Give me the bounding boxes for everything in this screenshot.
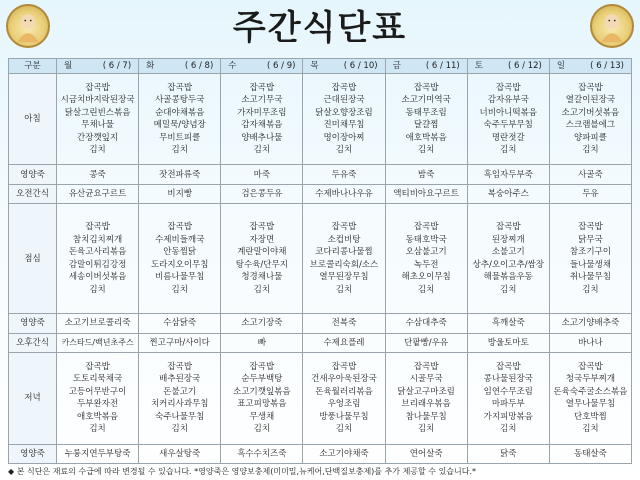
dish-item: 건새우아욱된장국 — [311, 374, 377, 385]
porridge-cell: 수삼닭죽 — [139, 314, 221, 333]
dish-item: 녹두전 — [413, 259, 439, 270]
row-label: 아침 — [9, 74, 57, 165]
porridge-cell: 소고기장죽 — [221, 314, 303, 333]
dish-item: 김치 — [582, 284, 599, 295]
row-snack-pm — [9, 333, 632, 352]
row-porridge1 — [9, 165, 632, 184]
dish-item: 무비트피클 — [159, 132, 201, 143]
dish-item: 수제비들깨국 — [155, 234, 205, 245]
snack-cell: 액티비아요구르트 — [385, 184, 467, 203]
day-name: 수 — [228, 61, 237, 71]
dish-item: 김치 — [171, 424, 188, 435]
row-label: 오전간식 — [9, 184, 57, 203]
dish-item: 시금치바지락된장국 — [60, 95, 135, 106]
dish-item: 무채나물 — [81, 120, 114, 131]
day-header — [549, 59, 631, 74]
dish-item: 김치 — [171, 284, 188, 295]
dish-item: 두부완자전 — [77, 399, 119, 410]
porridge-cell: 동태살죽 — [549, 444, 631, 464]
dish-item: 도라지오이무침 — [150, 259, 209, 270]
dish-item: 잡곡밥 — [249, 82, 275, 93]
dish-item: 잡곡밥 — [167, 222, 193, 233]
dish-item: 김치 — [500, 424, 517, 435]
row-lunch — [9, 204, 632, 314]
dish-item: 김치 — [335, 284, 353, 295]
dish-item: 잡곡밥 — [495, 361, 521, 372]
dish-item: 잡곡밥 — [85, 361, 110, 372]
day-name: 월 — [64, 61, 73, 71]
day-header — [385, 59, 467, 74]
porridge-cell: 수삼대추죽 — [385, 314, 467, 333]
meal-cell — [467, 353, 549, 444]
dish-item: 잡곡밥 — [578, 361, 603, 372]
dish-item: 감자유부국 — [487, 95, 529, 106]
dish-item: 자장면 — [249, 234, 275, 245]
day-date: ( 6 / 11) — [425, 61, 460, 71]
dish-item: 순두부백탕 — [241, 374, 283, 385]
dish-item: 잡곡밥 — [249, 361, 275, 372]
dish-item: 콩나물된장국 — [483, 374, 533, 385]
day-name: 목 — [310, 61, 319, 71]
dish-item: 김치 — [417, 424, 435, 435]
snack-cell: 유산균요구르트 — [57, 184, 139, 203]
header-label: 구분 — [9, 59, 57, 74]
snack-cell: 단팥빵/우유 — [385, 333, 467, 352]
dish-item: 소고기버섯볶음 — [561, 107, 620, 118]
header-row — [9, 59, 632, 74]
dish-item: 애호박볶음 — [77, 411, 119, 422]
dish-item: 잡곡밥 — [85, 222, 110, 233]
dish-item: 김치 — [417, 145, 435, 156]
row-porridge3 — [9, 444, 632, 464]
porridge-cell: 새우살탕죽 — [139, 444, 221, 464]
day-date: ( 6 / 10) — [343, 61, 378, 71]
dish-item: 방풍나물무침 — [319, 411, 369, 422]
dish-item: 우엉조림 — [327, 399, 361, 410]
day-header — [57, 59, 139, 74]
snack-cell: 두유 — [549, 184, 631, 203]
dish-item: 시골무국 — [409, 374, 443, 385]
dish-item: 김치 — [89, 145, 106, 156]
porridge-cell: 밤죽 — [385, 165, 467, 184]
day-name: 화 — [146, 61, 155, 71]
dish-item: 동태호박국 — [405, 234, 447, 245]
dish-item: 잡곡밥 — [578, 82, 603, 93]
footer-note: ◆ 본 식단은 재료의 수급에 따라 변경될 수 있습니다. *영양죽은 영양보충제(미미밀,뉴케어,단백질보충제)를 추가 제공할 수 있습니다.* — [8, 467, 477, 476]
dish-item: 명란젓갈 — [491, 132, 525, 143]
porridge-cell: 연어살죽 — [385, 444, 467, 464]
dish-item: 열갈이된장국 — [565, 95, 616, 106]
snack-cell: 수제요플레 — [303, 333, 385, 352]
dish-item: 숙주나물무침 — [155, 411, 205, 422]
dish-item: 김치 — [500, 145, 517, 156]
dish-item: 사골콩탕두국 — [155, 95, 205, 106]
porridge-cell: 마죽 — [221, 165, 303, 184]
dish-item: 잡곡밥 — [578, 222, 603, 233]
snack-cell: 방울토마토 — [467, 333, 549, 352]
dish-item: 근대된장국 — [323, 95, 365, 106]
dish-item: 김치 — [171, 145, 188, 156]
dish-item: 마파두부 — [491, 399, 525, 410]
dish-item: 비름나물무침 — [155, 272, 205, 283]
snack-cell: 찐고구마/사이다 — [139, 333, 221, 352]
meal-cell — [139, 74, 221, 165]
day-date: ( 6 / 12) — [508, 61, 542, 71]
meal-cell — [139, 204, 221, 314]
dish-item: 김치 — [253, 145, 271, 156]
meal-cell — [385, 204, 467, 314]
dish-item: 돈육고사리볶음 — [68, 247, 127, 258]
dish-item: 상추/오이고추/쌈장 — [472, 259, 544, 270]
dish-item: 김치 — [582, 424, 599, 435]
dish-item: 참조기구이 — [569, 247, 611, 258]
row-label: 저녁 — [9, 353, 57, 444]
meal-cell — [221, 74, 303, 165]
meal-cell — [467, 74, 549, 165]
dish-item: 간장깻잎지 — [77, 132, 119, 143]
porridge-cell: 흑임자두부죽 — [467, 165, 549, 184]
meal-cell — [303, 204, 385, 314]
snack-cell: 바나나 — [549, 333, 631, 352]
row-label: 오후간식 — [9, 333, 57, 352]
dish-item: 스크램블에그 — [565, 120, 616, 131]
dish-item: 들나물생채 — [569, 259, 611, 270]
dish-item: 메밀묵/양념장 — [153, 120, 206, 131]
row-label: 영양죽 — [9, 314, 57, 333]
porridge-cell: 흑수수치즈죽 — [221, 444, 303, 464]
dish-item: 소불고기 — [491, 247, 525, 258]
dish-item: 달걀찜 — [413, 120, 439, 131]
snack-cell: 검은콩두유 — [221, 184, 303, 203]
dish-item: 된장찌개 — [491, 234, 525, 245]
dish-item: 너비아니떡볶음 — [479, 107, 538, 118]
dish-item: 닭살오향장조림 — [315, 107, 373, 118]
dish-item: 양파피클 — [573, 132, 607, 143]
snack-cell: 복숭아주스 — [467, 184, 549, 203]
meal-cell — [549, 74, 631, 165]
dish-item: 치커리사과무침 — [150, 399, 209, 410]
dish-item: 잡곡밥 — [249, 222, 275, 233]
row-label: 영양죽 — [9, 165, 57, 184]
dish-item: 김치 — [89, 284, 106, 295]
day-date: ( 6 / 13) — [590, 61, 624, 71]
dish-item: 세송이버섯볶음 — [68, 272, 127, 283]
day-header — [221, 59, 303, 74]
dish-item: 열무된장무침 — [319, 272, 369, 283]
snack-cell: 카스타드/백년초주스 — [57, 333, 139, 352]
dish-item: 양배추나물 — [241, 132, 283, 143]
row-porridge2 — [9, 314, 632, 333]
dish-item: 잡곡밥 — [167, 361, 193, 372]
day-name: 토 — [474, 61, 483, 71]
porridge-cell: 소고기야채죽 — [303, 444, 385, 464]
dish-item: 닭살고구마조림 — [397, 386, 455, 397]
dish-item: 김치 — [582, 145, 599, 156]
meal-cell — [57, 204, 139, 314]
dish-item: 감말이튀김강정 — [68, 259, 127, 270]
row-label: 영양죽 — [9, 444, 57, 464]
dish-item: 도토리묵채국 — [72, 374, 123, 385]
dish-item: 김치 — [89, 424, 106, 435]
meal-cell — [385, 74, 467, 165]
dish-item: 잡곡밥 — [167, 82, 193, 93]
porridge-cell: 두유죽 — [303, 165, 385, 184]
row-snack-am — [9, 184, 632, 203]
meal-cell — [549, 353, 631, 444]
dish-item: 열무나물무침 — [565, 399, 616, 410]
page-title: 주간식단표 — [232, 8, 408, 48]
dish-item: 잡곡밥 — [331, 361, 357, 372]
weekly-menu-table — [8, 58, 632, 464]
dish-item: 잡곡밥 — [85, 82, 110, 93]
dish-item: 참치김치찌개 — [72, 234, 123, 245]
meal-cell — [57, 74, 139, 165]
porridge-cell: 잣전파류죽 — [139, 165, 221, 184]
dish-item: 애호박볶음 — [405, 132, 447, 143]
dish-item: 진미채무침 — [323, 120, 365, 131]
porridge-cell: 흑깨살죽 — [467, 314, 549, 333]
dish-item: 숙주두부무침 — [483, 120, 533, 131]
dish-item: 코다리콩나물찜 — [315, 247, 373, 258]
dish-item: 동태무조림 — [405, 107, 447, 118]
day-header — [467, 59, 549, 74]
dish-item: 잡곡밥 — [331, 222, 357, 233]
meal-cell — [467, 204, 549, 314]
dish-item: 안동찜닭 — [163, 247, 197, 258]
meal-cell — [549, 204, 631, 314]
dish-item: 소고기무국 — [241, 95, 283, 106]
day-header — [139, 59, 221, 74]
dish-item: 브로콜리숙회/소스 — [309, 259, 379, 270]
dish-item: 잡곡밥 — [413, 82, 439, 93]
dish-item: 청경채나물 — [241, 272, 283, 283]
dish-item: 해물볶음우동 — [483, 272, 533, 283]
dish-item: 닭살그린빈스볶음 — [64, 107, 131, 118]
dish-item: 취나물무침 — [569, 272, 611, 283]
dish-item: 오삼불고기 — [405, 247, 447, 258]
day-name: 일 — [556, 61, 566, 71]
day-name: 금 — [392, 61, 401, 71]
row-breakfast — [9, 74, 632, 165]
dish-item: 김치 — [335, 145, 353, 156]
dish-item: 참나물무침 — [405, 411, 447, 422]
meal-cell — [221, 353, 303, 444]
dish-item: 김치 — [500, 284, 517, 295]
dish-item: 김치 — [253, 424, 271, 435]
meal-cell — [303, 353, 385, 444]
snack-cell: 수제바나나우유 — [303, 184, 385, 203]
dish-item: 명이장아찌 — [323, 132, 365, 143]
meal-cell — [303, 74, 385, 165]
day-date: ( 6 / 9) — [267, 61, 296, 71]
dish-item: 탕수육/단무지 — [235, 259, 288, 270]
day-date: ( 6 / 7) — [102, 61, 132, 71]
porridge-cell: 소고기브로콜리죽 — [57, 314, 139, 333]
dish-item: 소컵비탕 — [327, 234, 361, 245]
meal-cell — [385, 353, 467, 444]
dish-item: 감자채볶음 — [241, 120, 283, 131]
porridge-cell: 닭죽 — [467, 444, 549, 464]
row-label: 점심 — [9, 204, 57, 314]
day-header — [303, 59, 385, 74]
dish-item: 돈육월러리볶음 — [315, 386, 373, 397]
meal-cell — [221, 204, 303, 314]
porridge-cell: 누룽지연두부탕죽 — [57, 444, 139, 464]
dish-item: 해초오이무침 — [401, 272, 451, 283]
dish-item: 소고기깻잎볶음 — [233, 386, 291, 397]
dish-item: 배추된장국 — [159, 374, 201, 385]
dish-item: 돈육숙주굴소스볶음 — [553, 386, 628, 397]
dish-item: 잡곡밥 — [495, 222, 521, 233]
dish-item: 브리래우볶음 — [401, 399, 451, 410]
dish-item: 소고기미역국 — [401, 95, 451, 106]
dish-item: 잡곡밥 — [495, 82, 521, 93]
dish-item: 잡곡밥 — [331, 82, 357, 93]
dish-item: 표고피망볶음 — [237, 399, 287, 410]
porridge-cell: 전복죽 — [303, 314, 385, 333]
dish-item: 김치 — [253, 284, 271, 295]
dish-item: 단호박찜 — [573, 411, 607, 422]
porridge-cell: 소고기양배추죽 — [549, 314, 631, 333]
dish-item: 가자미무조림 — [237, 107, 287, 118]
snack-cell: 비지빵 — [139, 184, 221, 203]
row-dinner — [9, 353, 632, 444]
snack-cell: 빠 — [221, 333, 303, 352]
meal-cell — [139, 353, 221, 444]
dish-item: 닭무국 — [578, 234, 603, 245]
dish-item: 잡곡밥 — [413, 222, 439, 233]
porridge-cell: 콩죽 — [57, 165, 139, 184]
dish-item: 돈불고기 — [163, 386, 197, 397]
dish-item: 무생채 — [249, 411, 275, 422]
dish-item: 김치 — [335, 424, 353, 435]
dish-item: 순대야채볶음 — [155, 107, 205, 118]
dish-item: 고등어무반구이 — [68, 386, 127, 397]
dish-item: 잡곡밥 — [413, 361, 439, 372]
porridge-cell: 사골죽 — [549, 165, 631, 184]
day-date: ( 6 / 8) — [184, 61, 214, 71]
dish-item: 청국두부찌개 — [565, 374, 616, 385]
dish-item: 김치 — [417, 284, 435, 295]
dish-item: 가지피망볶음 — [483, 411, 533, 422]
dish-item: 계란말이야채 — [237, 247, 287, 258]
dish-item: 임연수무조림 — [483, 386, 533, 397]
meal-cell — [57, 353, 139, 444]
